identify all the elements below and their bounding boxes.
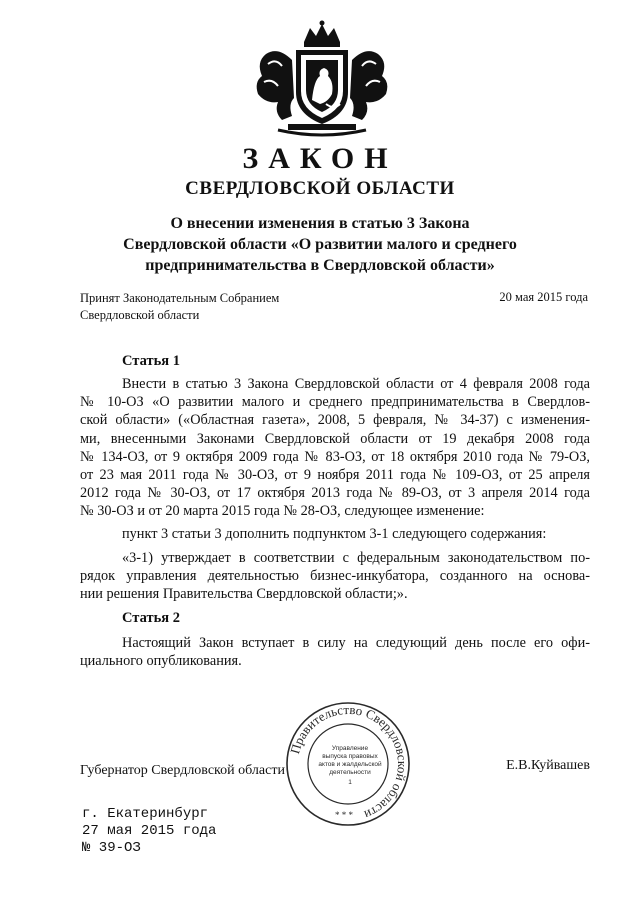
text-line: пункт 3 статьи 3 дополнить подпунктом 3-1 следующего содержания: [122, 526, 547, 542]
law-subtitle [80, 213, 560, 276]
text-line: Внести в статью 3 Закона Свердловской области от 4 февраля 2008 года [122, 376, 590, 392]
law-title: ЗАКОН [242, 142, 398, 175]
stamp-inner-line: деятельности [329, 769, 371, 776]
article-1-paragraph-2 [80, 525, 590, 543]
adopted-line: Принят Законодательным Собранием [80, 291, 280, 305]
adoption-date: 20 мая 2015 года [499, 290, 588, 304]
article-1-heading: Статья 1 [122, 353, 180, 369]
footer-city: г. Екатеринбург [82, 806, 209, 822]
text-line: от 23 мая 2011 года № 30-ОЗ, от 9 ноября 2011 года № 109-ОЗ, от 25 апреля [80, 467, 590, 484]
stamp-inner-line: актов и жалдельской [318, 761, 382, 768]
text-line: Настоящий Закон вступает в силу на следующий день после его офи- [122, 635, 590, 651]
coat-of-arms-emblem [248, 20, 396, 138]
text-line: 2012 года № 30-ОЗ, от 17 октября 2013 года № 89-ОЗ, от 3 апреля 2014 года [80, 485, 590, 502]
text-line: № 30-ОЗ и от 20 марта 2015 года № 28-ОЗ, следующее изменение: [80, 503, 485, 520]
stamp-number: 1 [348, 779, 352, 786]
subtitle-line: предпринимательства в Свердловской области» [145, 257, 495, 274]
text-line: циального опубликования. [80, 653, 242, 670]
text-line: ской области» («Областная газета», 2008, 5 февраля, № 34-37) с изменения- [80, 412, 590, 429]
text-line: № 134-ОЗ, от 9 октября 2009 года № 83-ОЗ, от 18 октября 2010 года № 79-ОЗ, [80, 448, 590, 465]
footer-block [82, 806, 216, 857]
footer-number: № 39-ОЗ [82, 840, 141, 856]
stamp-inner-line: Управление [331, 745, 369, 752]
adopted-line: Свердловской области [80, 308, 200, 322]
article-1-paragraph-1 [80, 375, 590, 521]
text-line: ми, внесенными Законами Свердловской области от 19 декабря 2008 года [80, 430, 590, 447]
subtitle-line: О внесении изменения в статью 3 Закона [170, 215, 470, 232]
stamp-stars: * * * [335, 810, 353, 820]
text-line: рядок управления деятельностью бизнес-инкубатора, созданного на основа- [80, 568, 590, 585]
article-2-heading: Статья 2 [122, 610, 180, 626]
stamp-ring-text: Правительство Свердловской области [287, 701, 411, 823]
region-title: СВЕРДЛОВСКОЙ ОБЛАСТИ [185, 178, 455, 199]
stamp-inner-line: выпуска правовых [322, 753, 378, 760]
text-line: «3-1) утверждает в соответствии с федеральным законодательством по- [122, 550, 590, 566]
article-1-paragraph-3 [80, 549, 590, 604]
subtitle-line: Свердловской области «О развитии малого и среднего [123, 236, 517, 253]
governor-name: Е.В.Куйвашев [506, 758, 590, 773]
text-line: нии решения Правительства Свердловской области;». [80, 586, 408, 603]
governor-title: Губернатор Свердловской области [80, 763, 285, 778]
footer-date: 27 мая 2015 года [82, 823, 217, 839]
adopted-by [80, 290, 340, 324]
text-line: № 10-ОЗ «О развитии малого и среднего предпринимательства в Свердлов- [80, 394, 590, 411]
official-stamp [284, 700, 412, 828]
article-2-paragraph [80, 634, 590, 670]
